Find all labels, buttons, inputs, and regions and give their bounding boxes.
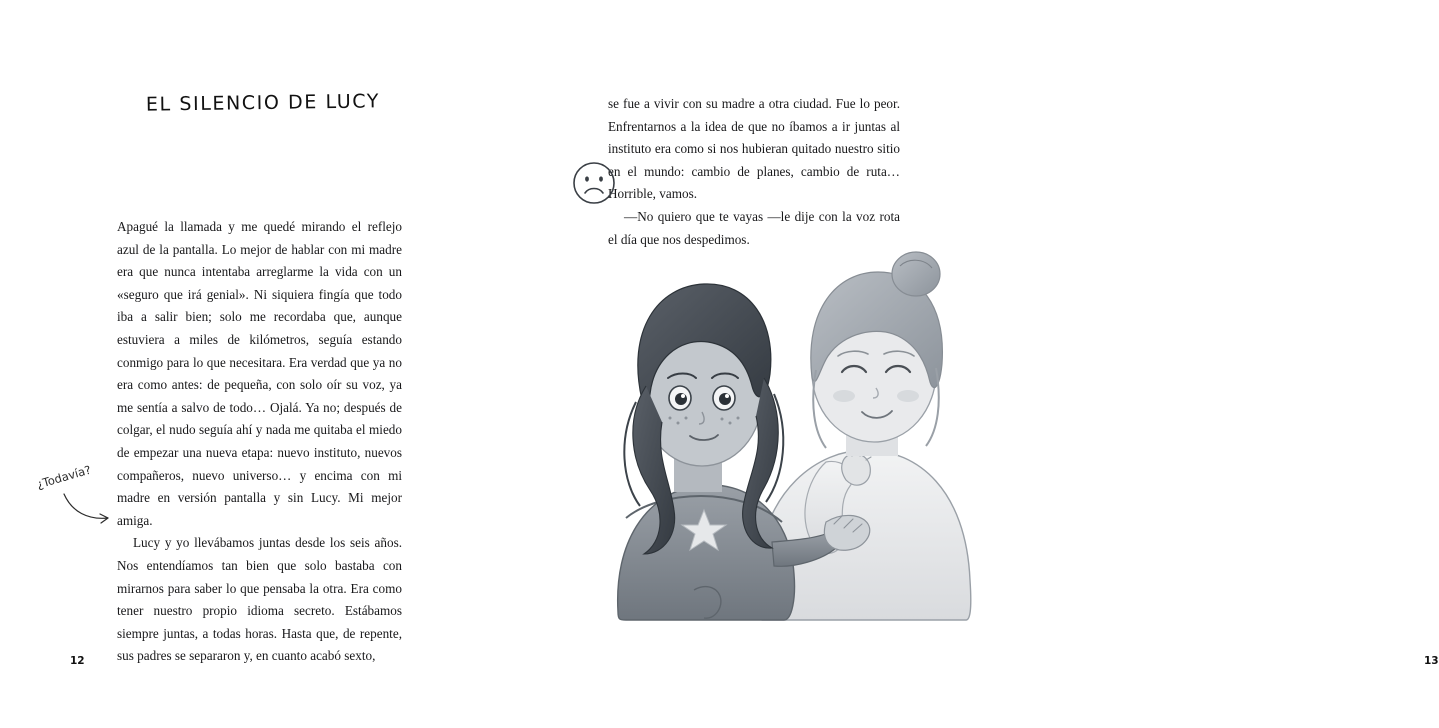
paragraph: —No quiero que te vayas —le dije con la voz rota el día que nos despedimos. bbox=[608, 208, 900, 247]
curved-arrow-icon bbox=[58, 488, 120, 528]
paragraph: se fue a vivir con su madre a otra ciudad. Fue lo peor. Enfrentarnos a la idea de que no íbamos a ir juntas al instituto era como si nos hubieran quitado nuestro sitio en el mundo: cambio de planes, cambio de ruta… Horrible, vamos. bbox=[608, 96, 900, 202]
left-page bbox=[0, 0, 506, 728]
left-page-body bbox=[117, 216, 402, 668]
annotation-text: ¿Todavía? bbox=[35, 462, 93, 492]
illustration-svg bbox=[526, 150, 986, 640]
paragraph: Lucy y yo llevábamos juntas desde los seis años. Nos entendíamos tan bien que solo bastaba con mirarnos para saber lo que pensaba la otra. Era como tener nuestro propio idioma secreto. Estábamos siempre juntas, a todas horas. Hasta que, de repente, sus padres se separaron y, en cuanto acabó sexto, bbox=[117, 535, 402, 664]
chapter-title: EL SILENCIO DE LUCY bbox=[145, 90, 381, 116]
paragraph: Apagué la llamada y me quedé mirando el reflejo azul de la pantalla. Lo mejor de hablar con mi madre era que nunca intentaba arreglarme la vida con un «seguro que irá genial». Ni siquiera fingía que todo iba a salir bien; solo me recordaba que, aunque estuviera a miles de kilómetros, seguía estando conmigo para lo que necesitara. Era verdad que ya no era como antes: de pequeña, con solo oír su voz, ya me sentía a salvo de todo… Ojalá. Ya no; después de colgar, el nudo seguía ahí y nada me quitaba el miedo de empezar una nueva etapa: nuevo instituto, nuevos compañeros, nuevo universo… y encima con mi madre en versión pantalla y sin Lucy. Mi mejor amiga. bbox=[117, 219, 402, 528]
handwritten-annotation bbox=[35, 462, 122, 530]
page-number-left: 12 bbox=[70, 655, 85, 667]
left-girl-shirt bbox=[618, 485, 795, 620]
illustration-two-girls bbox=[526, 150, 986, 640]
right-page bbox=[506, 0, 1439, 728]
page-number-right: 13 bbox=[1424, 655, 1439, 667]
